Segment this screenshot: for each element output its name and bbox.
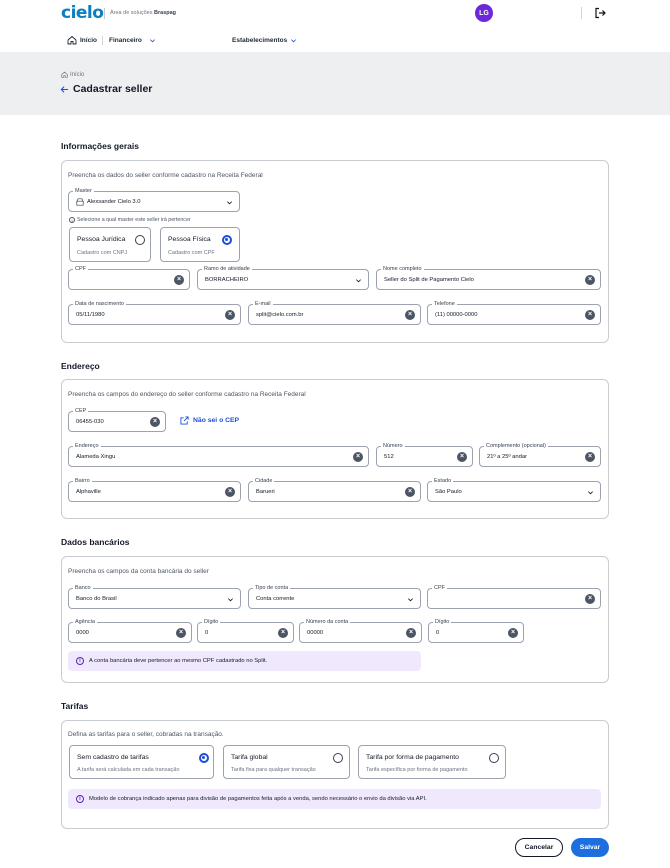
master-value: Alexsander Cielo 3.0 bbox=[87, 199, 141, 205]
agencia-value: 0000 bbox=[76, 630, 89, 636]
avatar[interactable]: LG bbox=[475, 4, 493, 22]
numero-value: 512 bbox=[384, 454, 394, 460]
ramo-value: BORRACHEIRO bbox=[205, 277, 249, 283]
clear-icon[interactable]: × bbox=[457, 452, 467, 462]
clear-icon[interactable]: × bbox=[150, 417, 160, 427]
nome-value: Seller do Split de Pagamento Cielo bbox=[384, 277, 474, 283]
breadcrumb[interactable] bbox=[61, 71, 84, 78]
nav-financeiro[interactable] bbox=[109, 32, 156, 48]
pj-sub: Cadastro com CNPJ bbox=[77, 250, 128, 256]
tipo-conta-value: Conta corrente bbox=[256, 596, 295, 602]
page-title: Cadastrar seller bbox=[73, 83, 153, 95]
digito-agencia-value: 0 bbox=[205, 630, 209, 636]
option-sem-tarifas[interactable] bbox=[69, 745, 214, 779]
email-value: split@cielo.com.br bbox=[256, 312, 304, 318]
clear-icon[interactable]: × bbox=[174, 275, 184, 285]
option-tarifa-global[interactable] bbox=[223, 745, 350, 779]
bairro-label: Bairro bbox=[75, 478, 90, 484]
digito-conta-field[interactable] bbox=[428, 619, 524, 643]
digito-conta-label: Dígito bbox=[435, 619, 450, 625]
section-title-info: Informações gerais bbox=[61, 141, 139, 151]
chevron-down-icon bbox=[149, 37, 156, 44]
clear-icon[interactable]: × bbox=[225, 487, 235, 497]
info-icon: i bbox=[69, 217, 75, 223]
numero-conta-label: Número da conta bbox=[306, 619, 349, 625]
pj-title: Pessoa Jurídica bbox=[77, 236, 126, 243]
save-button[interactable]: Salvar bbox=[571, 838, 609, 857]
top-bar bbox=[0, 0, 670, 26]
option-pessoa-fisica[interactable] bbox=[160, 227, 240, 262]
clear-icon[interactable]: × bbox=[278, 628, 288, 638]
fee-option-1-sub: A tarifa será calculada em cada transação bbox=[77, 767, 180, 773]
nav-financeiro-label: Financeiro bbox=[109, 36, 142, 44]
clear-icon[interactable]: × bbox=[405, 487, 415, 497]
home-icon bbox=[61, 71, 68, 78]
clear-icon[interactable]: × bbox=[176, 628, 186, 638]
cpf-label: CPF bbox=[75, 266, 86, 272]
bank-desc: Preencha os campos da conta bancária do seller bbox=[68, 568, 209, 575]
clear-icon[interactable]: × bbox=[406, 628, 416, 638]
tipo-conta-select[interactable] bbox=[248, 585, 421, 609]
option-tarifa-forma-pagamento[interactable] bbox=[358, 745, 506, 779]
endereco-label: Endereço bbox=[75, 443, 99, 449]
email-label: E-mail bbox=[255, 301, 271, 307]
nav-estabelecimentos[interactable] bbox=[232, 32, 297, 48]
cidade-value: Barueri bbox=[256, 489, 275, 495]
numero-conta-value: 00000 bbox=[307, 630, 324, 636]
back-arrow-icon[interactable] bbox=[60, 85, 69, 94]
fee-option-3-title: Tarifa por forma de pagamento bbox=[366, 754, 459, 761]
clear-icon[interactable]: × bbox=[585, 594, 595, 604]
clear-icon[interactable]: × bbox=[353, 452, 363, 462]
fees-note bbox=[68, 789, 601, 809]
nav-estabelecimentos-label: Estabelecimentos bbox=[232, 36, 288, 44]
clear-icon[interactable]: × bbox=[508, 628, 518, 638]
fee-option-2-sub: Tarifa fixa para qualquer transação bbox=[231, 767, 316, 773]
digito-agencia-label: Dígito bbox=[204, 619, 219, 625]
logout-icon[interactable] bbox=[594, 7, 606, 19]
complemento-field[interactable] bbox=[479, 443, 601, 467]
header-divider bbox=[581, 7, 582, 19]
cpf-field[interactable] bbox=[68, 266, 190, 290]
ramo-label: Ramo de atividade bbox=[204, 266, 250, 272]
numero-label: Número bbox=[383, 443, 403, 449]
pf-sub: Cadastro com CPF bbox=[168, 250, 215, 256]
master-label: Master bbox=[75, 188, 92, 194]
clear-icon[interactable]: × bbox=[585, 310, 595, 320]
bank-note-text: A conta bancária deve pertencer ao mesmo CPF cadastrado no Split. bbox=[89, 658, 268, 664]
bank-note bbox=[68, 651, 421, 671]
endereco-field[interactable] bbox=[68, 443, 369, 467]
numero-field[interactable] bbox=[376, 443, 473, 467]
home-icon bbox=[67, 35, 77, 45]
master-hint-text: Selecione a qual master este seller irá pertencer bbox=[77, 217, 191, 223]
page-header bbox=[0, 52, 670, 115]
logo-sub-prefix: Área de soluções bbox=[110, 10, 153, 16]
master-hint bbox=[69, 217, 191, 223]
clear-icon[interactable]: × bbox=[225, 310, 235, 320]
external-link-icon bbox=[180, 416, 189, 425]
estado-value: São Paulo bbox=[435, 489, 462, 495]
cep-value: 06455-030 bbox=[76, 419, 104, 425]
radio-tarifa-global[interactable] bbox=[333, 753, 343, 763]
store-icon bbox=[76, 198, 84, 206]
option-pessoa-juridica[interactable] bbox=[69, 227, 151, 262]
nav-divider bbox=[102, 36, 103, 45]
radio-pj[interactable] bbox=[135, 235, 145, 245]
agencia-label: Agência bbox=[75, 619, 95, 625]
telefone-value: (11) 00000-0000 bbox=[435, 312, 478, 318]
estado-select[interactable] bbox=[427, 478, 601, 502]
clear-icon[interactable]: × bbox=[585, 452, 595, 462]
logo-subtitle bbox=[110, 10, 176, 16]
banco-select[interactable] bbox=[68, 585, 241, 609]
clear-icon[interactable]: × bbox=[585, 275, 595, 285]
bank-cpf-field[interactable] bbox=[427, 585, 601, 609]
cep-label: CEP bbox=[75, 408, 87, 414]
cep-link-text: Não sei o CEP bbox=[193, 417, 240, 424]
chevron-down-icon bbox=[227, 596, 234, 603]
section-title-fees: Tarifas bbox=[61, 701, 89, 711]
chevron-down-icon bbox=[407, 596, 414, 603]
radio-pf[interactable] bbox=[222, 235, 232, 245]
section-title-bank: Dados bancários bbox=[61, 537, 130, 547]
numero-conta-field[interactable] bbox=[299, 619, 422, 643]
nav-home[interactable] bbox=[67, 32, 97, 48]
section-title-address: Endereço bbox=[61, 361, 100, 371]
endereco-value: Alameda Xingu bbox=[76, 454, 116, 460]
agencia-field[interactable] bbox=[68, 619, 192, 643]
banco-label: Banco bbox=[75, 585, 91, 591]
bairro-value: Alphaville bbox=[76, 489, 101, 495]
radio-tarifa-forma-pagamento[interactable] bbox=[489, 753, 499, 763]
nascimento-field[interactable] bbox=[68, 301, 241, 325]
info-desc: Preencha os dados do seller conforme cadastro na Receita Federal bbox=[68, 172, 263, 179]
telefone-label: Telefone bbox=[434, 301, 455, 307]
nome-field[interactable] bbox=[376, 266, 601, 290]
nascimento-value: 05/11/1980 bbox=[76, 312, 105, 318]
complemento-label: Complemento (opcional) bbox=[486, 443, 546, 449]
nav-home-label: Início bbox=[80, 36, 97, 44]
nascimento-label: Data de nascimento bbox=[75, 301, 124, 307]
master-select[interactable] bbox=[68, 188, 240, 212]
fees-desc: Defina as tarifas para o seller, cobradas na transação. bbox=[68, 731, 224, 738]
bank-cpf-label: CPF bbox=[434, 585, 445, 591]
pf-title: Pessoa Física bbox=[168, 236, 211, 243]
cidade-field[interactable] bbox=[248, 478, 421, 502]
fee-option-3-sub: Tarifa específica por forma de pagamento bbox=[366, 767, 468, 773]
fees-note-text: Modelo de cobrança indicado apenas para divisão de pagamentos feita após a venda, sendo necessário o envio da divisão via API. bbox=[89, 796, 427, 802]
radio-sem-tarifas[interactable] bbox=[199, 753, 209, 763]
logo-divider bbox=[104, 8, 105, 19]
digito-agencia-field[interactable] bbox=[197, 619, 294, 643]
nome-label: Nome completo bbox=[383, 266, 422, 272]
estado-label: Estado bbox=[434, 478, 452, 484]
cep-field[interactable] bbox=[68, 408, 166, 432]
chevron-down-icon bbox=[290, 37, 297, 44]
logo-sub-brand: Braspag bbox=[154, 10, 177, 16]
main-nav bbox=[0, 32, 670, 50]
cep-lookup-link[interactable] bbox=[180, 416, 239, 425]
fee-option-2-title: Tarifa global bbox=[231, 754, 268, 761]
telefone-field[interactable] bbox=[427, 301, 601, 325]
ramo-select[interactable] bbox=[197, 266, 369, 290]
complemento-value: 21º a 25º andar bbox=[487, 454, 528, 460]
digito-conta-value: 0 bbox=[436, 630, 440, 636]
cielo-logo[interactable]: cielo bbox=[61, 3, 104, 23]
cidade-label: Cidade bbox=[255, 478, 273, 484]
tipo-conta-label: Tipo de conta bbox=[255, 585, 289, 591]
info-icon: i bbox=[76, 657, 84, 665]
clear-icon[interactable]: × bbox=[405, 310, 415, 320]
banco-value: Banco do Brasil bbox=[76, 596, 117, 602]
chevron-down-icon bbox=[587, 489, 594, 496]
bairro-field[interactable] bbox=[68, 478, 241, 502]
chevron-down-icon bbox=[355, 277, 362, 284]
breadcrumb-home: Início bbox=[70, 71, 85, 78]
email-field[interactable] bbox=[248, 301, 421, 325]
cancel-button[interactable]: Cancelar bbox=[515, 838, 563, 857]
address-desc: Preencha os campos do endereço do seller conforme cadastro na Receita Federal bbox=[68, 391, 306, 398]
fee-option-1-title: Sem cadastro de tarifas bbox=[77, 754, 149, 761]
info-icon: i bbox=[76, 795, 84, 803]
chevron-down-icon bbox=[226, 199, 233, 206]
